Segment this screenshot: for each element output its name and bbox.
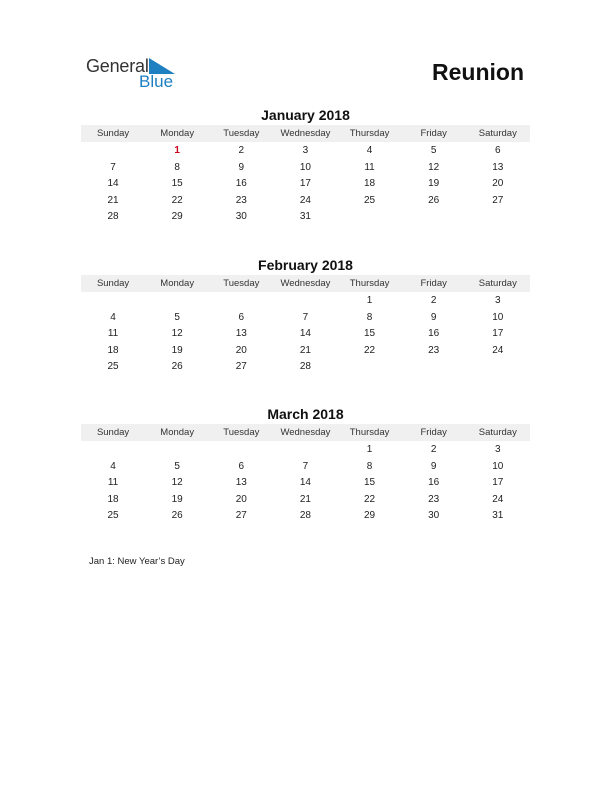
empty-day-cell xyxy=(466,209,530,226)
day-cell: 16 xyxy=(428,477,440,489)
day-cell: 10 xyxy=(492,311,504,323)
day-cell: 8 xyxy=(366,311,373,323)
day-cell: 6 xyxy=(495,145,501,156)
day-cell: 30 xyxy=(428,510,440,522)
week-row xyxy=(81,459,530,476)
day-cell: 11 xyxy=(364,161,375,173)
empty-day-cell xyxy=(338,359,402,376)
weekday-label: Wednesday xyxy=(280,278,331,289)
day-cell: 25 xyxy=(107,510,119,522)
month-calendar-february xyxy=(81,256,530,376)
day-cell: 28 xyxy=(107,211,119,223)
weekday-label: Friday xyxy=(420,278,447,289)
day-cell: 29 xyxy=(364,510,376,522)
weekday-label: Wednesday xyxy=(280,128,331,139)
day-cell: 9 xyxy=(430,460,437,472)
day-cell: 4 xyxy=(110,460,116,472)
day-cell: 11 xyxy=(107,328,119,340)
empty-day-cell xyxy=(209,293,273,310)
weekday-label: Saturday xyxy=(478,427,517,438)
day-cell: 2 xyxy=(430,295,437,306)
day-cell: 1 xyxy=(366,295,373,306)
day-cell: 6 xyxy=(238,311,245,323)
weekday-header-row xyxy=(81,275,530,292)
weekday-label: Tuesday xyxy=(223,427,260,438)
empty-day-cell xyxy=(145,442,209,459)
day-cell: 7 xyxy=(110,161,116,173)
day-cell: 23 xyxy=(428,493,440,505)
day-cell: 21 xyxy=(107,194,119,206)
day-cell: 5 xyxy=(174,460,180,472)
week-row xyxy=(81,326,530,343)
day-grid xyxy=(81,143,530,226)
day-cell: 3 xyxy=(495,295,501,306)
logo-general-text: General xyxy=(86,56,149,76)
empty-day-cell xyxy=(273,442,337,459)
empty-day-cell xyxy=(338,209,402,226)
holiday-note: Jan 1: New Year’s Day xyxy=(89,556,185,567)
month-title: March 2018 xyxy=(267,406,344,422)
empty-day-cell xyxy=(81,293,145,310)
weekday-label: Friday xyxy=(420,427,447,438)
day-cell: 17 xyxy=(492,477,504,489)
day-cell: 27 xyxy=(235,361,247,373)
day-cell: 18 xyxy=(107,493,119,505)
week-row xyxy=(81,442,530,459)
day-cell: 24 xyxy=(299,194,311,206)
day-cell: 15 xyxy=(364,328,376,340)
week-row xyxy=(81,492,530,509)
day-cell: 20 xyxy=(235,344,247,356)
weekday-label: Thursday xyxy=(349,278,390,289)
week-row xyxy=(81,475,530,492)
day-cell: 31 xyxy=(299,211,311,223)
day-cell: 21 xyxy=(299,344,311,356)
day-cell: 10 xyxy=(492,460,504,472)
country-title: Reunion xyxy=(432,59,524,85)
day-cell: 25 xyxy=(364,194,376,206)
day-cell: 13 xyxy=(235,328,247,340)
day-cell: 2 xyxy=(430,444,437,455)
day-cell: 8 xyxy=(174,161,180,173)
generalblue-logo xyxy=(86,56,186,92)
empty-day-cell xyxy=(209,442,273,459)
week-row xyxy=(81,293,530,310)
weekday-label: Tuesday xyxy=(223,278,260,289)
day-cell: 8 xyxy=(366,460,373,472)
day-cell: 30 xyxy=(235,211,247,223)
day-cell: 26 xyxy=(171,510,183,522)
week-row xyxy=(81,209,530,226)
weekday-label: Friday xyxy=(420,128,447,139)
week-row xyxy=(81,143,530,160)
weekday-label: Saturday xyxy=(478,278,517,289)
day-cell: 11 xyxy=(107,477,119,489)
day-cell: 14 xyxy=(107,178,119,190)
day-grid xyxy=(81,293,530,376)
month-calendar-march xyxy=(81,405,530,525)
day-cell: 15 xyxy=(364,477,376,489)
day-cell: 3 xyxy=(495,444,501,455)
empty-day-cell xyxy=(273,293,337,310)
weekday-label: Thursday xyxy=(349,128,390,139)
day-cell: 25 xyxy=(107,361,119,373)
day-cell: 12 xyxy=(171,328,183,340)
day-cell: 20 xyxy=(235,493,247,505)
day-cell: 10 xyxy=(299,161,311,173)
day-cell: 13 xyxy=(492,161,504,173)
empty-day-cell xyxy=(81,442,145,459)
day-cell: 5 xyxy=(174,311,180,323)
day-cell: 22 xyxy=(364,493,376,505)
weekday-label: Monday xyxy=(160,128,195,139)
week-row xyxy=(81,193,530,210)
month-title: January 2018 xyxy=(261,107,350,123)
week-row xyxy=(81,310,530,327)
week-row xyxy=(81,508,530,525)
weekday-label: Saturday xyxy=(478,128,517,139)
day-cell: 4 xyxy=(110,311,116,323)
week-row xyxy=(81,343,530,360)
day-cell: 26 xyxy=(171,361,183,373)
weekday-header-row xyxy=(81,424,530,441)
day-cell: 12 xyxy=(428,161,440,173)
day-cell: 26 xyxy=(428,194,440,206)
empty-day-cell xyxy=(402,209,466,226)
logo-blue-text: Blue xyxy=(139,72,174,91)
empty-day-cell xyxy=(145,293,209,310)
day-cell: 18 xyxy=(107,344,119,356)
day-cell: 24 xyxy=(492,493,504,505)
empty-day-cell xyxy=(402,359,466,376)
day-cell: 28 xyxy=(299,361,311,373)
day-cell: 4 xyxy=(366,145,373,156)
month-calendar-january xyxy=(81,106,530,226)
empty-day-cell xyxy=(81,143,145,160)
holiday-day-cell: 1 xyxy=(174,145,180,156)
day-cell: 23 xyxy=(428,344,440,356)
day-cell: 19 xyxy=(171,344,183,356)
day-cell: 19 xyxy=(428,178,440,190)
day-cell: 12 xyxy=(171,477,183,489)
day-cell: 1 xyxy=(366,444,373,455)
day-cell: 9 xyxy=(238,161,245,173)
day-cell: 20 xyxy=(492,178,504,190)
day-cell: 7 xyxy=(302,311,309,323)
month-title: February 2018 xyxy=(258,257,353,273)
day-cell: 6 xyxy=(238,460,245,472)
day-cell: 27 xyxy=(235,510,247,522)
day-cell: 22 xyxy=(171,194,183,206)
day-cell: 22 xyxy=(364,344,376,356)
weekday-label: Tuesday xyxy=(223,128,260,139)
day-cell: 28 xyxy=(299,510,311,522)
day-cell: 21 xyxy=(299,493,311,505)
day-cell: 5 xyxy=(430,145,437,156)
weekday-label: Sunday xyxy=(96,128,130,139)
day-cell: 29 xyxy=(171,211,183,223)
weekday-label: Monday xyxy=(160,278,195,289)
day-cell: 27 xyxy=(492,194,504,206)
day-cell: 15 xyxy=(171,178,183,190)
weekday-label: Sunday xyxy=(96,427,130,438)
weekday-label: Sunday xyxy=(96,278,130,289)
day-cell: 17 xyxy=(299,178,311,190)
day-cell: 13 xyxy=(235,477,247,489)
day-cell: 16 xyxy=(235,178,247,190)
day-cell: 14 xyxy=(299,328,311,340)
day-cell: 14 xyxy=(299,477,311,489)
day-cell: 19 xyxy=(171,493,183,505)
empty-day-cell xyxy=(466,359,530,376)
day-cell: 9 xyxy=(430,311,437,323)
day-grid xyxy=(81,442,530,525)
weekday-label: Monday xyxy=(160,427,195,438)
day-cell: 18 xyxy=(364,178,376,190)
weekday-label: Wednesday xyxy=(280,427,331,438)
day-cell: 23 xyxy=(235,194,247,206)
week-row xyxy=(81,176,530,193)
weekday-label: Thursday xyxy=(349,427,390,438)
day-cell: 2 xyxy=(238,145,245,156)
day-cell: 16 xyxy=(428,328,440,340)
day-cell: 24 xyxy=(492,344,504,356)
day-cell: 3 xyxy=(302,145,309,156)
day-cell: 7 xyxy=(302,460,309,472)
day-cell: 31 xyxy=(492,510,504,522)
day-cell: 17 xyxy=(492,328,504,340)
week-row xyxy=(81,160,530,177)
week-row xyxy=(81,359,530,376)
weekday-header-row xyxy=(81,125,530,142)
